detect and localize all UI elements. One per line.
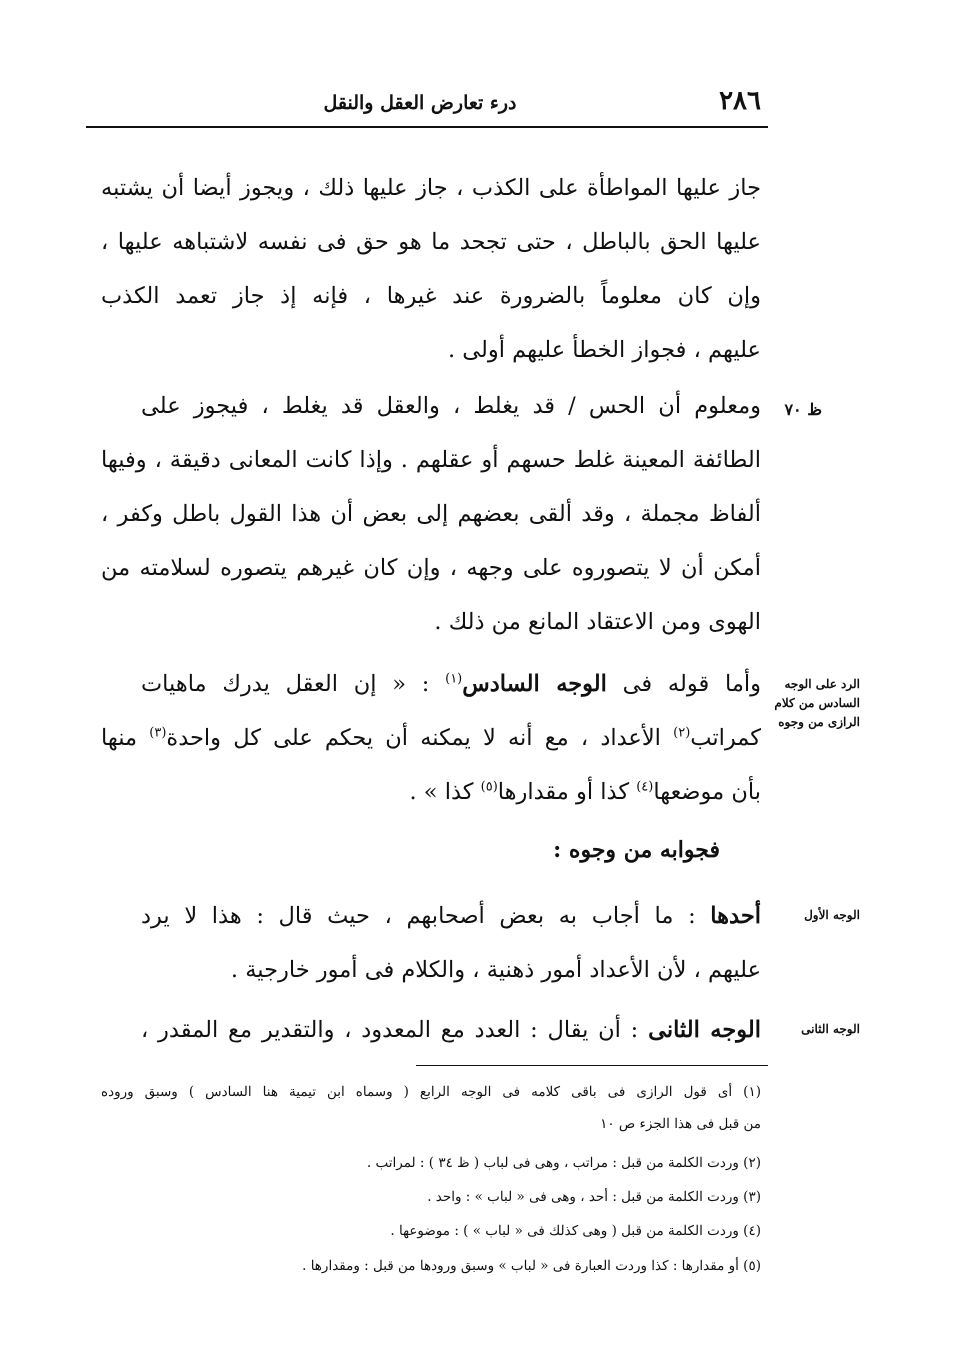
para3-line-1 xyxy=(141,664,761,704)
para3-line3-post: كذا » . xyxy=(409,779,474,805)
para3-line2-mid: الأعداد ، مع أنه لا يمكنه أن يحكم على كل واحدة xyxy=(166,725,661,751)
margin-ref-folio: ظ ٧٠ xyxy=(784,400,822,419)
footnote-5: (٥) أو مقدارها : كذا وردت العبارة فى « لباب » وسبق ورودها من قبل : ومقدارها . xyxy=(302,1258,761,1274)
footnote-marker-5: (٥) xyxy=(480,779,498,795)
header-rule xyxy=(86,126,768,128)
margin-note-second-aspect: الوجه الثانى xyxy=(801,1022,860,1036)
margin-note-sixth-aspect: الرد على الوجه السادس من كلام الرازى من وجوه xyxy=(774,677,860,729)
para5-line-1 xyxy=(141,1010,761,1050)
para3-line1-pre: وأما قوله فى xyxy=(622,671,762,697)
para1-line-2: عليها الحق بالباطل ، حتى تجحد ما هو حق فى نفسه لاشتباهه عليها ، xyxy=(101,229,761,255)
section-heading: فجوابه من وجوه : xyxy=(553,837,720,863)
para4-line1-rest: : ما أجاب به بعض أصحابهم ، حيث قال : هذا لا يرد xyxy=(141,903,696,929)
para3-line-2 xyxy=(101,718,761,758)
footnote-marker-3: (٣) xyxy=(149,725,167,741)
para1-line-1: جاز عليها المواطأة على الكذب ، جاز عليها ذلك ، ويجوز أيضا أن يشتبه xyxy=(101,175,761,201)
keyword-sixth-aspect: الوجه السادس xyxy=(462,671,607,697)
footnote-rule xyxy=(416,1065,768,1066)
para2-line-2: الطائفة المعينة غلط حسهم أو عقلهم . وإذا كانت المعانى دقيقة ، وفيها xyxy=(101,447,761,473)
footnote-marker-4: (٤) xyxy=(636,779,654,795)
para5-line1-rest: : أن يقال : العدد مع المعدود ، والتقدير مع المقدر ، xyxy=(141,1017,639,1043)
para1-line-4: عليهم ، فجواز الخطأ عليهم أولى . xyxy=(447,337,761,363)
para3-line2-post: منها xyxy=(101,725,138,751)
footnote-3: (٣) وردت الكلمة من قبل : أحد ، وهى فى « لباب » : واحد . xyxy=(427,1189,761,1205)
footnote-2: (٢) وردت الكلمة من قبل : مراتب ، وهى فى لباب ( ظ ٣٤ ) : لمراتب . xyxy=(366,1155,761,1171)
para3-line3-pre: بأن موضعها xyxy=(653,779,761,805)
margin-note-first-aspect: الوجه الأول xyxy=(804,908,860,922)
footnote-4: (٤) وردت الكلمة من قبل ( وهى كذلك فى « لباب » ) : موضوعها . xyxy=(390,1223,761,1239)
para2-line-5: الهوى ومن الاعتقاد المانع من ذلك . xyxy=(434,609,761,635)
keyword-first: أحدها xyxy=(710,903,761,929)
para3-line1-post: : « إن العقل يدرك ماهيات xyxy=(141,671,430,697)
footnote-1-line-1: (١) أى قول الرازى فى باقى كلامه فى الوجه الرابع ( وسماه ابن تيمية هنا السادس ) وسبق وروده xyxy=(101,1084,761,1100)
para3-line3-mid: كذا أو مقدارها xyxy=(497,779,630,805)
para2-line-1: ومعلوم أن الحس / قد يغلط ، والعقل قد يغلط ، فيجوز على xyxy=(141,393,761,419)
running-title: درء تعارض العقل والنقل xyxy=(323,92,517,114)
footnote-1-line-2: من قبل فى هذا الجزء ص ١٠ xyxy=(600,1116,761,1132)
para2-line-4: أمكن أن لا يتصوروه على وجهه ، وإن كان غيرهم يتصوره لسلامته من xyxy=(101,555,761,581)
para2-line-3: ألفاظ مجملة ، وقد ألقى بعضهم إلى بعض أن هذا القول باطل وكفر ، xyxy=(101,501,761,527)
para1-line-3: وإن كان معلوماً بالضرورة عند غيرها ، فإنه إذ جاز تعمد الكذب xyxy=(101,283,761,309)
footnote-marker-1: (١) xyxy=(445,671,463,687)
para4-line-2: عليهم ، لأن الأعداد أمور ذهنية ، والكلام فى أمور خارجية . xyxy=(230,957,761,983)
para4-line-1 xyxy=(141,896,761,936)
para3-line-3 xyxy=(101,772,761,812)
para3-line2-pre: كمراتب xyxy=(690,725,762,751)
page-number: ٢٨٦ xyxy=(719,86,761,116)
footnote-marker-2: (٢) xyxy=(673,725,691,741)
keyword-second-aspect: الوجه الثانى xyxy=(648,1017,761,1043)
